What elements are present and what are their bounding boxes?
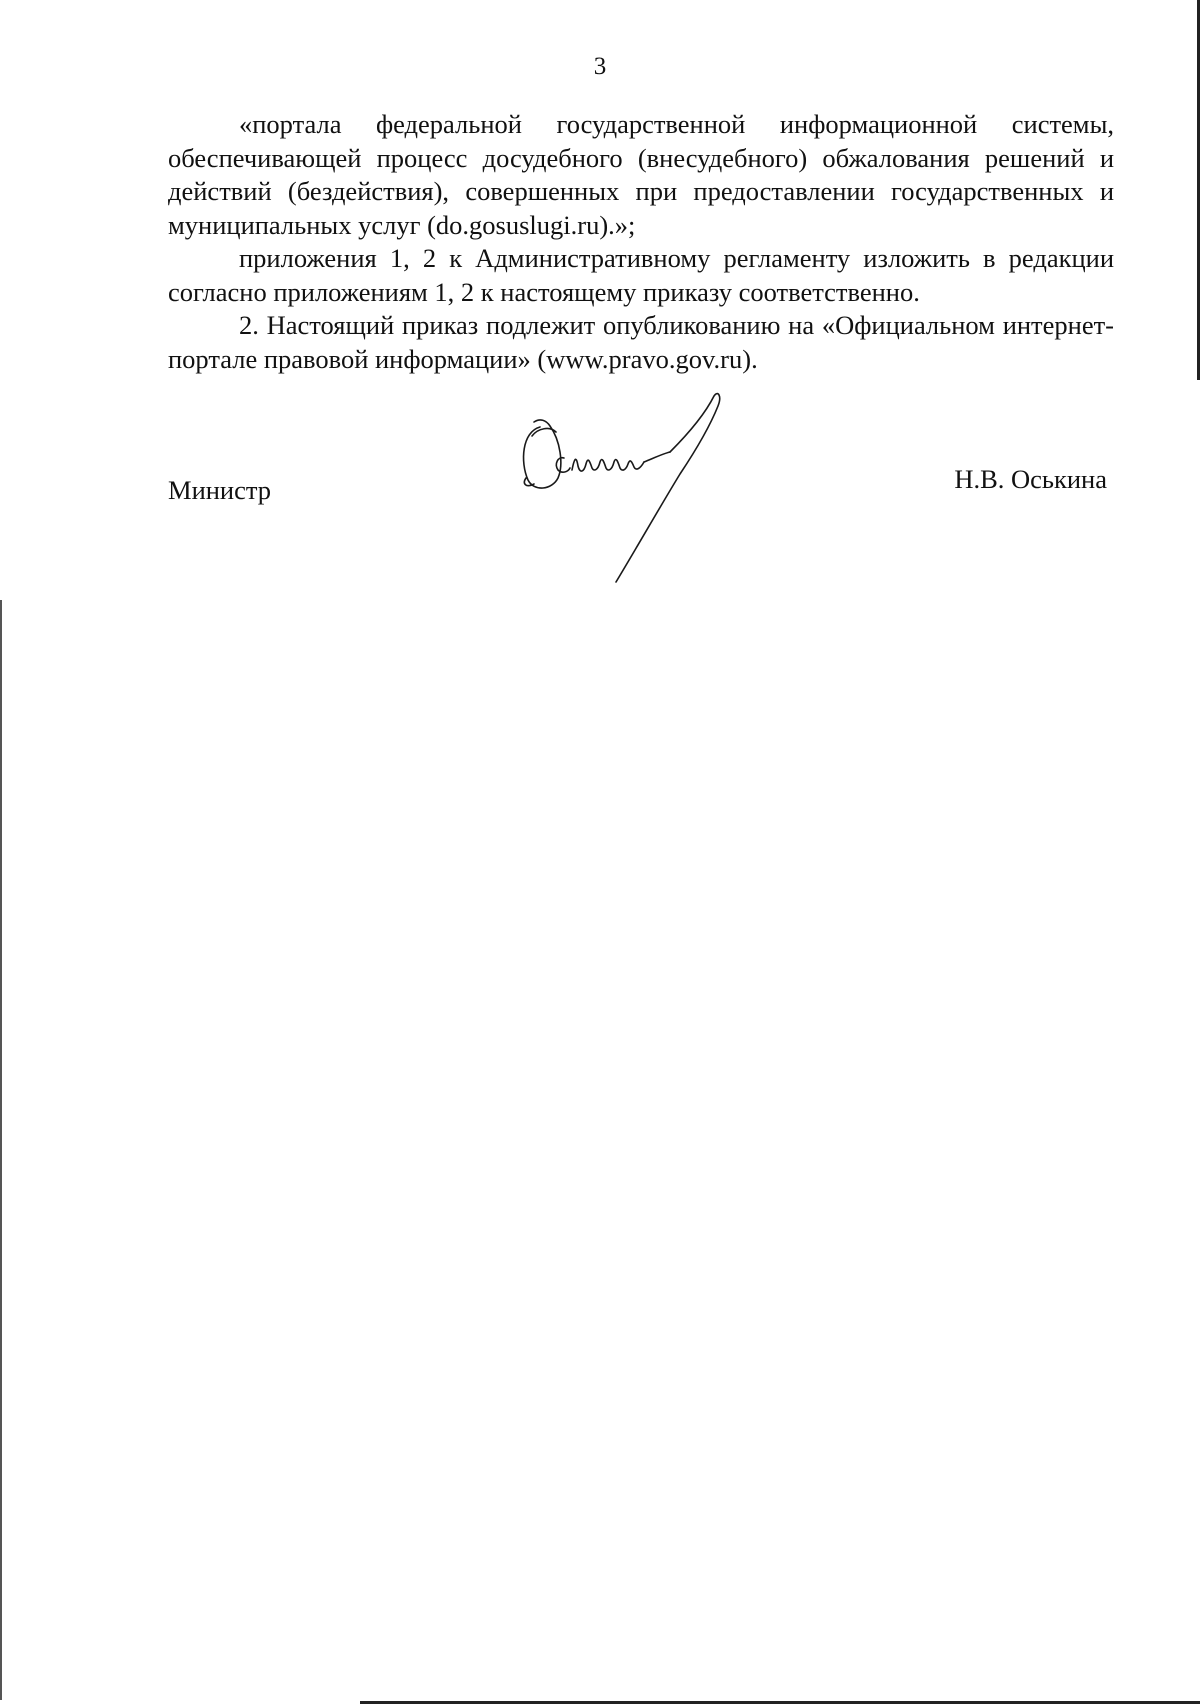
page-number: 3 (593, 53, 607, 80)
signatory-name: Н.В. Оськина (954, 464, 1107, 494)
signatory-position: Министр (168, 475, 272, 505)
paragraph-publication-order: 2. Настоящий приказ подлежит опубликованию на «Официальном интернет-портале правовой информации» (www.pravo.gov.ru). (168, 310, 1114, 374)
handwritten-signature (520, 392, 800, 592)
scan-edge-left (0, 600, 2, 1700)
document-body (168, 108, 1114, 376)
paragraph-portal-definition: «портала федеральной государственной информационной системы, обеспечивающей процесс досудебного (внесудебного) обжалования решений и действий (бездействия), совершенных при предоставлении государственных и муниципальных услуг (do.gosuslugi.ru).»; (168, 109, 1114, 240)
paragraph-appendices-amendment: приложения 1, 2 к Административному регламенту изложить в редакции согласно приложениям 1, 2 к настоящему приказу соответственно. (168, 243, 1114, 307)
